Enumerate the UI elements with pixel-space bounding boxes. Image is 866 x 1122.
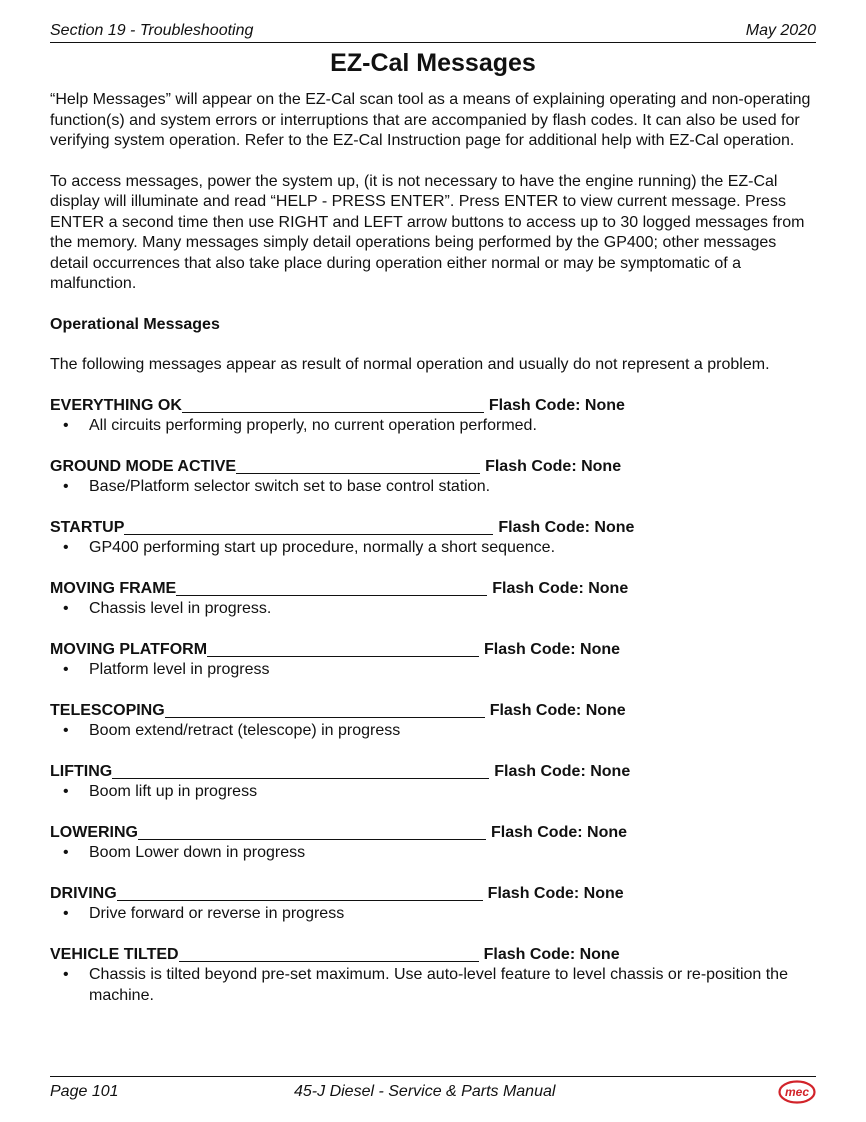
- flash-code: Flash Code: None: [485, 457, 622, 475]
- message-description: Platform level in progress: [89, 661, 270, 678]
- page-footer: [50, 1076, 816, 1107]
- list-item: [50, 843, 816, 864]
- bullet-icon: •: [63, 478, 69, 495]
- list-item: [50, 965, 816, 1006]
- leader-line: [207, 656, 479, 657]
- message-description-list: [50, 721, 816, 742]
- flash-code: Flash Code: None: [489, 701, 626, 719]
- list-item: [50, 904, 816, 925]
- page-title: EZ-Cal Messages: [330, 49, 536, 77]
- leader-line: [179, 961, 479, 962]
- message-description: Chassis level in progress.: [89, 600, 272, 617]
- message-heading: [50, 701, 816, 722]
- message-name: LOWERING: [50, 823, 138, 841]
- message-description-list: [50, 904, 816, 925]
- access-messages-paragraph: To access messages, power the system up, (it is not necessary to have the engine running) the EZ-Cal display will illuminate and read “HELP - PRESS ENTER”. Press ENTER to view current message. Press ENTER a second time then use RIGHT and LEFT arrow buttons to access up to 30 logged messages from the memory. Many messages simply detail operations being performed by the GP400; other messages detail occurrences that also take place during operation either normal or may be symptomatic of a malfunction.: [50, 172, 805, 292]
- flash-code: Flash Code: None: [483, 945, 620, 963]
- message-heading: [50, 396, 816, 417]
- leader-line: [165, 717, 485, 718]
- messages-list: [50, 396, 816, 1007]
- list-item: [50, 721, 816, 742]
- message-name: TELESCOPING: [50, 701, 165, 719]
- bullet-icon: •: [63, 539, 69, 556]
- message-entry: [50, 579, 816, 620]
- message-description: All circuits performing properly, no current operation performed.: [89, 417, 537, 434]
- section-subheading: Operational Messages: [50, 315, 220, 333]
- message-heading: [50, 457, 816, 478]
- bullet-icon: •: [63, 905, 69, 922]
- message-description-list: [50, 782, 816, 803]
- message-description-list: [50, 416, 816, 437]
- message-description-list: [50, 843, 816, 864]
- list-item: [50, 599, 816, 620]
- message-name: MOVING PLATFORM: [50, 640, 208, 658]
- message-description: Drive forward or reverse in progress: [89, 905, 345, 922]
- message-description-list: [50, 965, 816, 1006]
- leader-line: [124, 534, 493, 535]
- message-entry: [50, 945, 816, 1007]
- message-heading: [50, 884, 816, 905]
- flash-code: Flash Code: None: [494, 762, 631, 780]
- message-name: DRIVING: [50, 884, 117, 902]
- message-heading: [50, 762, 816, 783]
- message-description-list: [50, 660, 816, 681]
- message-description: GP400 performing start up procedure, normally a short sequence.: [89, 539, 556, 556]
- intro-paragraph: The following messages appear as result of normal operation and usually do not represent a problem.: [50, 356, 770, 373]
- mec-logo-icon: [778, 1080, 816, 1104]
- manual-page: [50, 22, 816, 1026]
- leader-line: [182, 412, 484, 413]
- message-description-list: [50, 538, 816, 559]
- list-item: [50, 416, 816, 437]
- manual-title: 45-J Diesel - Service & Parts Manual: [294, 1083, 556, 1100]
- message-entry: [50, 762, 816, 803]
- leader-line: [117, 900, 483, 901]
- bullet-icon: •: [63, 661, 69, 678]
- flash-code: Flash Code: None: [492, 579, 629, 597]
- message-description: Boom Lower down in progress: [89, 844, 306, 861]
- bullet-icon: •: [63, 417, 69, 434]
- message-entry: [50, 457, 816, 498]
- message-description: Boom lift up in progress: [89, 783, 258, 800]
- message-entry: [50, 823, 816, 864]
- bullet-icon: •: [63, 783, 69, 800]
- help-messages-paragraph: “Help Messages” will appear on the EZ-Cal scan tool as a means of explaining operating and non-operating function(s) and system errors or interruptions that are accompanied by flash codes. It can also be used for verifying system operation. Refer to the EZ-Cal Instruction page for additional help with EZ-Cal operation.: [50, 91, 811, 149]
- message-description-list: [50, 599, 816, 620]
- bullet-icon: •: [63, 600, 69, 617]
- message-heading: [50, 579, 816, 600]
- message-name: GROUND MODE ACTIVE: [50, 457, 237, 475]
- leader-line: [112, 778, 489, 779]
- message-name: MOVING FRAME: [50, 579, 177, 597]
- section-label: Section 19 - Troubleshooting: [50, 22, 254, 39]
- flash-code: Flash Code: None: [488, 396, 625, 414]
- bullet-icon: •: [63, 722, 69, 739]
- list-item: [50, 782, 816, 803]
- message-heading: [50, 640, 816, 661]
- message-heading: [50, 823, 816, 844]
- page-header: [50, 22, 816, 43]
- flash-code: Flash Code: None: [484, 640, 621, 658]
- leader-line: [236, 473, 480, 474]
- message-name: EVERYTHING OK: [50, 396, 182, 414]
- flash-code: Flash Code: None: [498, 518, 635, 536]
- bullet-icon: •: [63, 844, 69, 861]
- list-item: [50, 538, 816, 559]
- message-name: VEHICLE TILTED: [50, 945, 179, 963]
- message-name: LIFTING: [50, 762, 113, 780]
- message-description: Base/Platform selector switch set to base control station.: [89, 478, 491, 495]
- message-description: Chassis is tilted beyond pre-set maximum. Use auto-level feature to level chassis or re-position the machine.: [89, 966, 788, 1004]
- message-description-list: [50, 477, 816, 498]
- logo-text: mec: [784, 1085, 810, 1099]
- message-heading: [50, 945, 816, 966]
- leader-line: [176, 595, 487, 596]
- message-entry: [50, 518, 816, 559]
- flash-code: Flash Code: None: [491, 823, 628, 841]
- flash-code: Flash Code: None: [487, 884, 624, 902]
- message-entry: [50, 701, 816, 742]
- mec-logo-graphic: [778, 1080, 816, 1104]
- page-number: Page 101: [50, 1083, 119, 1100]
- date-label: May 2020: [745, 22, 816, 39]
- message-name: STARTUP: [50, 518, 125, 536]
- message-entry: [50, 884, 816, 925]
- message-entry: [50, 640, 816, 681]
- leader-line: [138, 839, 486, 840]
- list-item: [50, 660, 816, 681]
- bullet-icon: •: [63, 966, 69, 983]
- list-item: [50, 477, 816, 498]
- message-heading: [50, 518, 816, 539]
- message-description: Boom extend/retract (telescope) in progress: [89, 722, 401, 739]
- message-entry: [50, 396, 816, 437]
